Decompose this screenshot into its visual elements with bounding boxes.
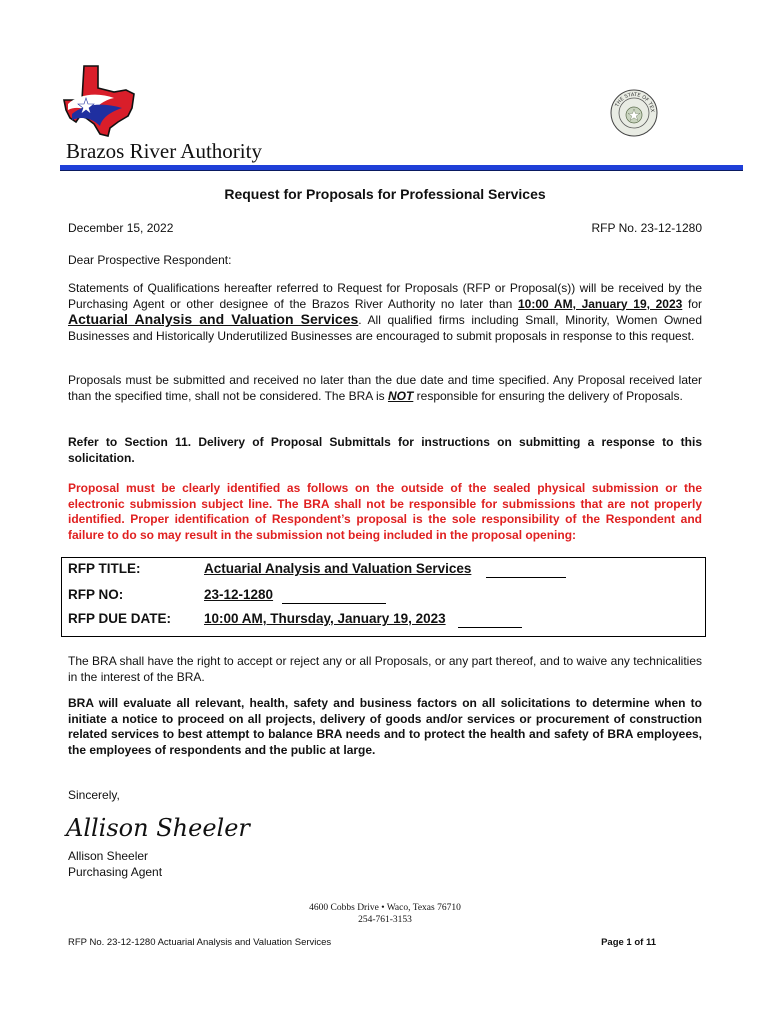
signature-script: Allison Sheeler — [66, 814, 250, 842]
underline-fill — [458, 627, 522, 628]
signer-block — [68, 848, 162, 880]
closing-sincerely: Sincerely, — [68, 788, 120, 802]
bra-logo — [62, 64, 142, 138]
footer-rfp-label: RFP No. 23-12-1280 Actuarial Analysis and Valuation Services — [68, 937, 332, 948]
rfp-identification-box — [61, 557, 706, 637]
footer-address-block — [0, 902, 770, 926]
texas-seal — [610, 89, 658, 137]
footer-phone: 254-761-3153 — [358, 915, 412, 925]
seal-text: THE STATE OF TEX — [614, 91, 656, 113]
header-rule-dark — [60, 170, 743, 171]
paragraph-warning: Proposal must be clearly identified as follows on the outside of the sealed physical submission or the electronic submission subject line. The BRA shall not be responsible for submissions that are not properly identified. Proper identification of Respondent’s proposal is the sole responsibility of the Respondent and failure to do so may result in the submission not being included in the proposal opening: — [68, 481, 702, 542]
paragraph-intro: Statements of Qualifications hereafter referred to Request for Proposals (RFP or Proposal(s)) will be received by the Purchasing Agent or other designee of the Brazos River Authority no later than 10:00 AM, January 19, 2023 for Actuarial Analysis and Valuation Services. All qualified firms including Small, Minority, Women Owned Businesses and Historically Underutilized Businesses are encouraged to submit proposals in response to this request. — [68, 281, 703, 343]
signer-role: Purchasing Agent — [68, 865, 163, 879]
paragraph-submission: Proposals must be submitted and received no later than the due date and time specified. Any Proposal received later than the specified time, shall not be considered. The BRA is NOT responsible for ensuring the delivery of Proposals. — [68, 373, 702, 403]
paragraph-rights: The BRA shall have the right to accept or reject any or all Proposals, or any part thereof, and to waive any technicalities in the interest of the BRA. — [68, 654, 702, 684]
salutation: Dear Prospective Respondent: — [68, 253, 232, 267]
letter-date: December 15, 2022 — [68, 221, 174, 235]
page-title: Request for Proposals for Professional Services — [224, 186, 546, 202]
deadline-text: 10:00 AM, January 19, 2023 — [517, 296, 683, 311]
rfp-title-value: Actuarial Analysis and Valuation Services — [204, 561, 472, 576]
org-name: Brazos River Authority — [66, 139, 262, 163]
rfp-no-value: 23-12-1280 — [204, 587, 274, 602]
underline-fill — [486, 577, 566, 578]
page-number: Page 1 of 11 — [601, 937, 656, 948]
rfp-due-value: 10:00 AM, Thursday, January 19, 2023 — [204, 611, 446, 626]
underline-fill — [282, 603, 386, 604]
service-name: Actuarial Analysis and Valuation Services — [68, 311, 359, 327]
rfp-title-label: RFP TITLE: — [68, 561, 141, 576]
rfp-no-label: RFP NO: — [68, 587, 124, 602]
paragraph-evaluation: BRA will evaluate all relevant, health, safety and business factors on all solicitations to determine when to initiate a notice to proceed on all projects, delivery of goods and/or services or procurement of construction related services to best attempt to balance BRA needs and to protect the health and safety of BRA employees, the employees of respondents and the public at large. — [68, 696, 702, 757]
not-emphasis: NOT — [387, 388, 414, 403]
rfp-due-label: RFP DUE DATE: — [68, 611, 172, 626]
paragraph-refer: Refer to Section 11. Delivery of Proposal Submittals for instructions on submitting a response to this solicitation. — [68, 435, 702, 465]
rfp-number: RFP No. 23-12-1280 — [591, 221, 702, 235]
footer-address: 4600 Cobbs Drive • Waco, Texas 76710 — [309, 903, 461, 913]
signer-name: Allison Sheeler — [68, 849, 149, 863]
signature — [64, 806, 254, 850]
